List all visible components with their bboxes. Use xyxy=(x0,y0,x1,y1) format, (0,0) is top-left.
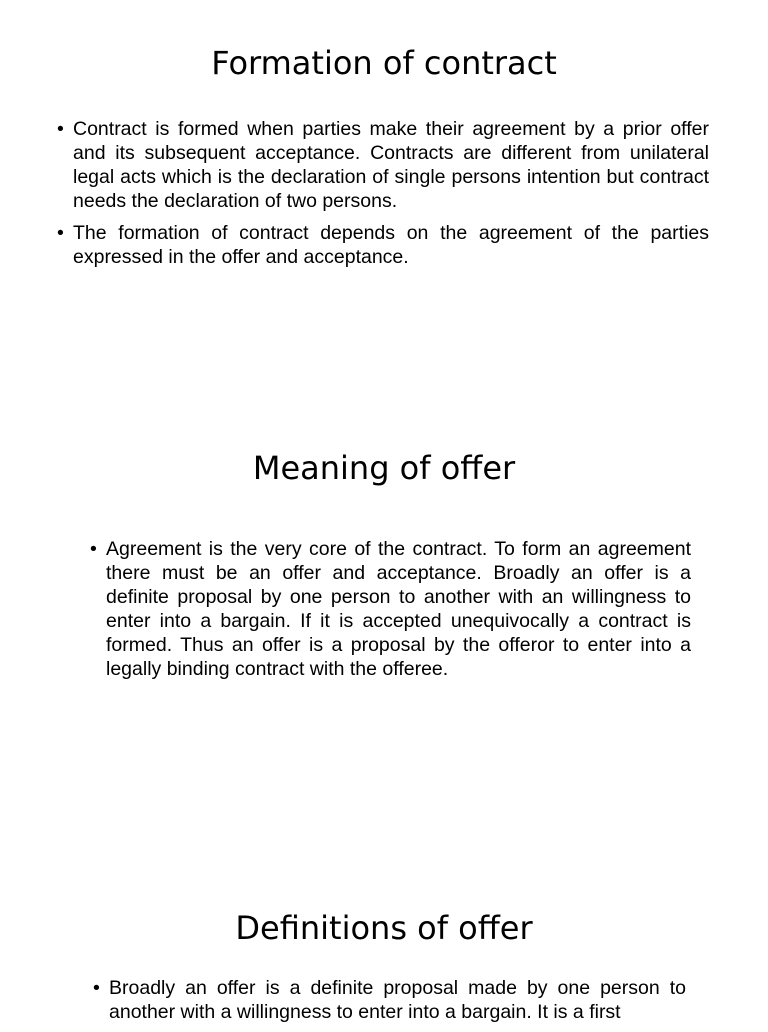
bullet-item: • Broadly an offer is a definite proposal made by one person to another with a willingness to enter into a bargain. It is a first xyxy=(93,976,686,1024)
slide-formation-of-contract xyxy=(0,0,768,400)
slide-meaning-of-offer xyxy=(0,400,768,880)
bullet-item: • Contract is formed when parties make their agreement by a prior offer and its subsequent acceptance. Contracts are different from unilateral legal acts which is the declaration of single persons intention but contract needs the declaration of two persons. xyxy=(57,117,709,213)
slide-title: Meaning of offer xyxy=(252,449,516,487)
slide-definitions-of-offer xyxy=(0,880,768,1024)
bullet-item: • Agreement is the very core of the contract. To form an agreement there must be an offer and acceptance. Broadly an offer is a definite proposal by one person to another with an willingness to enter into a bargain. If it is accepted unequivocally a contract is formed. Thus an offer is a proposal by the offeror to enter into a legally binding contract with the offeree. xyxy=(90,537,691,681)
slide-title: Definitions of offer xyxy=(235,909,533,947)
bullet-list xyxy=(90,537,691,689)
bullet-list xyxy=(57,117,709,277)
slide-title: Formation of contract xyxy=(211,44,557,82)
bullet-item: • The formation of contract depends on the agreement of the parties expressed in the offer and acceptance. xyxy=(57,221,709,269)
